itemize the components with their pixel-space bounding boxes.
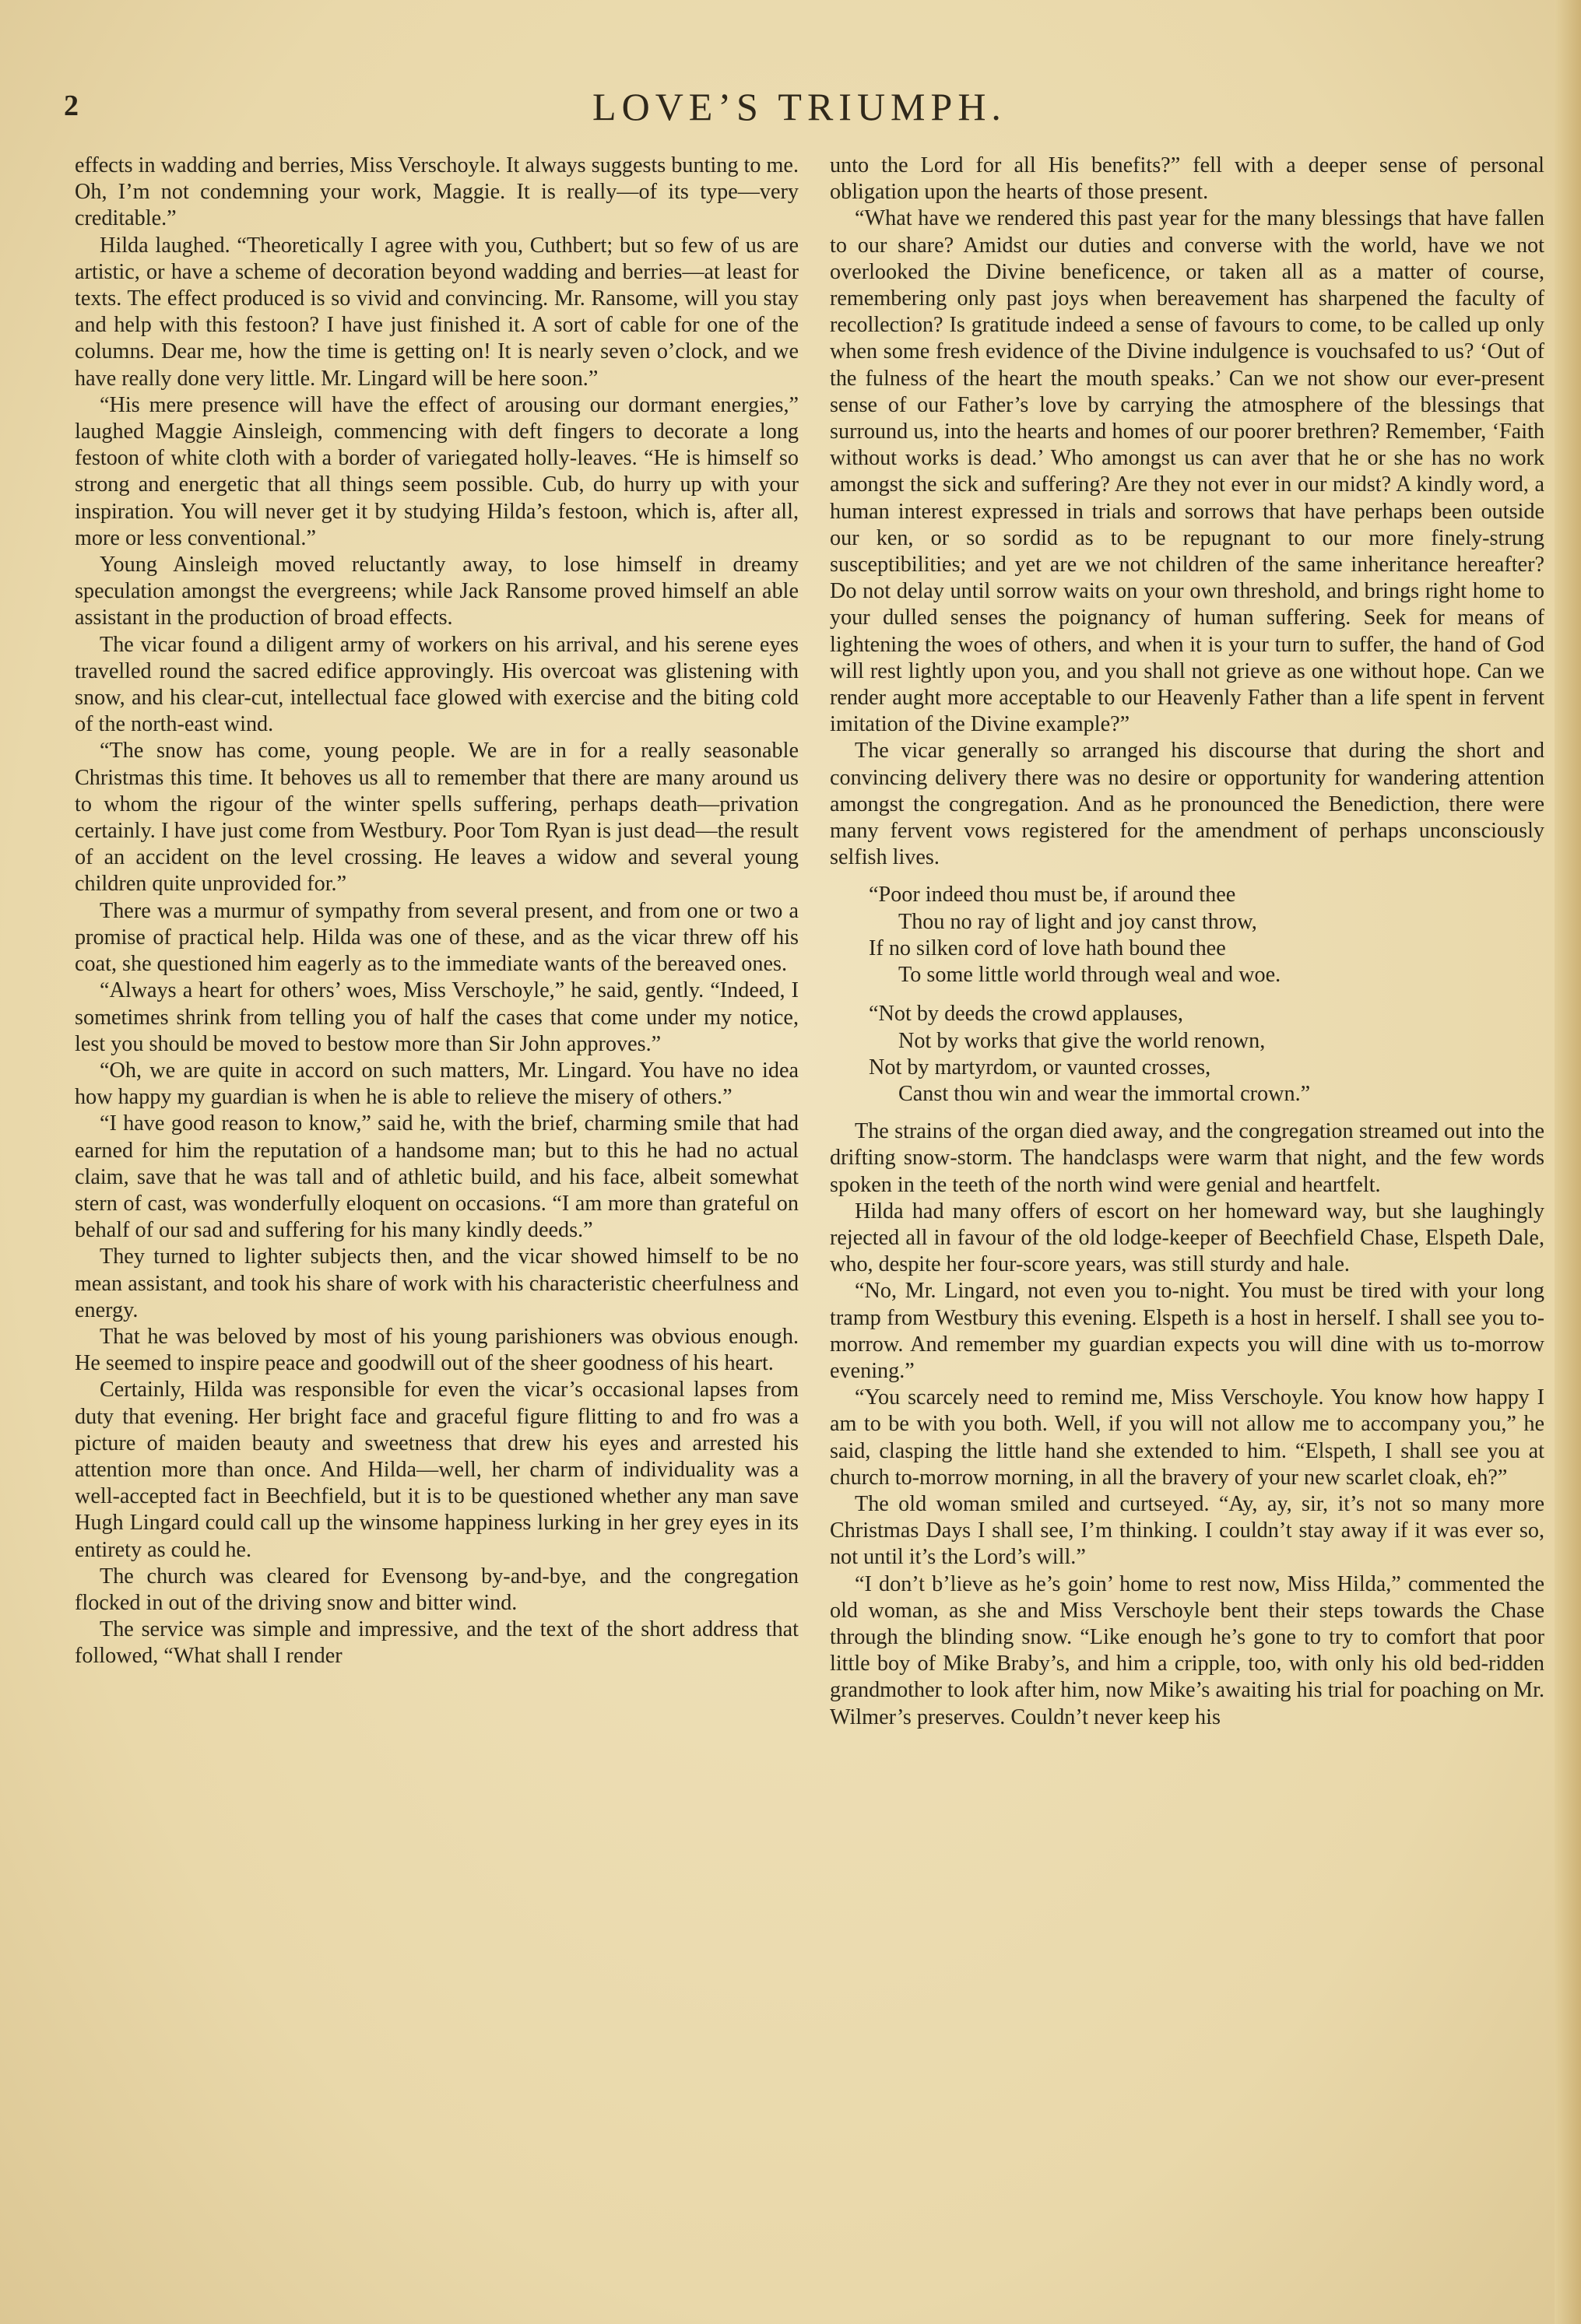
verse-line: Not by martyrdom, or vaunted crosses, xyxy=(869,1055,1211,1080)
stanza-gap xyxy=(858,988,1544,1001)
verse-line: “Not by deeds the crowd applauses, xyxy=(869,1002,1183,1027)
paragraph: effects in wadding and berries, Miss Verschoyle. It always suggests bunting to me. Oh, I’m not condemning your work, Maggie. It is really—of its type—very creditable.” xyxy=(75,153,799,231)
paragraph: That he was beloved by most of his young parishioners was obvious enough. He seemed to inspire peace and goodwill out of the sheer goodness of his heart. xyxy=(75,1324,799,1376)
page-header xyxy=(64,84,1535,132)
paragraph: Hilda had many offers of escort on her homeward way, but she laughingly rejected all in favour of the old lodge-keeper of Beechfield Chase, Elspeth Dale, who, despite her four-score years, was still sturdy and hale. xyxy=(830,1199,1544,1277)
paragraph: “No, Mr. Lingard, not even you to-night. You must be tired with your long tramp from Westbury this evening. Elspeth is a host in herself. I shall see you to-morrow. And remember my guardian expects you will dine with us to-morrow evening.” xyxy=(830,1279,1544,1383)
paragraph: The service was simple and impressive, and the text of the short address that followed, “What shall I render xyxy=(75,1617,799,1669)
paragraph: unto the Lord for all His benefits?” fell with a deeper sense of personal obligation upon the hearts of those present. xyxy=(830,153,1544,205)
paragraph: “What have we rendered this past year for the many blessings that have fallen to our share? Amidst our duties and converse with the world, have we not overlooked the Divine beneficence, or taken all as a matter of course, remembering only past joys when bereavement has sharpened the faculty of recollection? Is gratitude indeed a sense of favours to come, to be called up only when some fresh evidence of the Divine indulgence is vouchsafed to us? ‘Out of the fulness of the heart the mouth speaks.’ Can we not show our ever-present sense of our Father’s love by carrying the atmosphere of the blessings that surround us, into the hearts and homes of our poorer brethren? Remember, ‘Faith without works is dead.’ Who amongst us can aver that he or she has no work amongst the sick and suffering? Are they not ever in our midst? A kindly word, a human interest expressed in trials and sorrows that have perhaps been outside our ken, or so sordid as to be repugnant to our more finely-strung susceptibilities; and yet are we not children of the same inheritance hereafter? Do not delay until sorrow waits on your own threshold, and brings right home to your dulled senses the poignancy of human suffering. Seek for means of lightening the woes of others, and when it is your turn to suffer, the hand of God will rest lightly upon you, and you shall not grieve as one without hope. Can we render aught more acceptable to our Heavenly Father than a life spent in fervent imitation of the Divine example?” xyxy=(830,206,1544,737)
running-title: LOVE’S TRIUMPH. xyxy=(592,85,1007,128)
right-column-text-bottom xyxy=(830,1118,1544,1731)
poem-verse xyxy=(858,882,1544,1108)
paragraph: “I have good reason to know,” said he, with the brief, charming smile that had earned for him the reputation of a handsome man; but to this he had no actual claim, save that he was tall and of athletic build, and his face, albeit somewhat stern of cast, was wonderfully eloquent on occasions. “I am more than grateful on behalf of our sad and suffering for his many kindly deeds.” xyxy=(75,1111,799,1243)
page-edge xyxy=(1555,0,1581,2324)
paragraph: “Oh, we are quite in accord on such matters, Mr. Lingard. You have no idea how happy my guardian is when he is able to relieve the misery of others.” xyxy=(75,1058,799,1110)
verse-line: To some little world through weal and woe. xyxy=(898,963,1281,988)
paragraph: The old woman smiled and curtseyed. “Ay, ay, sir, it’s not so many more Christmas Days I shall see, I’m thinking. I couldn’t stay away if it was ever so, not until it’s the Lord’s will.” xyxy=(830,1491,1544,1570)
paragraph: Certainly, Hilda was responsible for even the vicar’s occasional lapses from duty that evening. Her bright face and graceful figure flitting to and fro was a picture of maiden beauty and sweetness that drew his eyes and arrested his attention more than once. And Hilda—well, her charm of individuality was a well-accepted fact in Beechfield, but it is to be questioned whether any man save Hugh Lingard could call up the winsome happiness lurking in her grey eyes in its entirety as could he. xyxy=(75,1378,799,1562)
paragraph: The strains of the organ died away, and the congregation streamed out into the drifting snow-storm. The handclasps were warm that night, and the few words spoken in the teeth of the north wind were genial and heartfelt. xyxy=(830,1119,1544,1197)
verse-line: Not by works that give the world renown, xyxy=(898,1028,1266,1053)
paragraph: “His mere presence will have the effect of arousing our dormant energies,” laughed Maggie Ainsleigh, commencing with deft fingers to decorate a long festoon of white cloth with a border of variegated holly-leaves. “He is himself so strong and energetic that all things seem possible. Cub, do hurry up with your inspiration. You will never get it by studying Hilda’s festoon, which is, after all, more or less conventional.” xyxy=(75,392,799,550)
paragraph: Hilda laughed. “Theoretically I agree with you, Cuthbert; but so few of us are artistic, or have a scheme of decoration beyond wadding and berries—at least for texts. The effect produced is so vivid and convincing. Mr. Ransome, will you stay and help with this festoon? I have just finished it. A sort of cable for one of the columns. Dear me, how the time is getting on! It is nearly seven o’clock, and we have really done very little. Mr. Lingard will be here soon.” xyxy=(75,233,799,391)
paragraph: “I don’t b’lieve as he’s goin’ home to rest now, Miss Hilda,” commented the old woman, as she and Miss Verschoyle bent their steps towards the Chase through the blinding snow. “Like enough he’s gone to try to comfort that poor little boy of Mike Braby’s, and him a cripple, too, with only his old bed-ridden grandmother to look after him, now Mike’s awaiting his trial for poaching on Mr. Wilmer’s preserves. Couldn’t never keep his xyxy=(830,1571,1544,1729)
paragraph: There was a murmur of sympathy from several present, and from one or two a promise of practical help. Hilda was one of these, and as the vicar threw off his coat, she questioned him eagerly as to the immediate wants of the bereaved ones. xyxy=(75,898,799,977)
paragraph: The church was cleared for Evensong by-and-bye, and the congregation flocked in out of the driving snow and bitter wind. xyxy=(75,1564,799,1615)
paragraph: “The snow has come, young people. We are in for a really seasonable Christmas this time. It behoves us all to remember that there are many around us to whom the rigour of the winter spells suffering, perhaps death—privation certainly. I have just come from Westbury. Poor Tom Ryan is just dead—the result of an accident on the level crossing. He leaves a widow and several young children quite unprovided for.” xyxy=(75,739,799,897)
verse-line: If no silken cord of love hath bound thee xyxy=(869,936,1226,960)
paragraph: “You scarcely need to remind me, Miss Verschoyle. You know how happy I am to be with you both. Well, if you will not allow me to accompany you,” he said, clasping the little hand she extended to him. “Elspeth, I shall see you at church to-morrow morning, in all the bravery of your new scarlet cloak, eh?” xyxy=(830,1385,1544,1490)
paragraph: They turned to lighter subjects then, and the vicar showed himself to be no mean assistant, and took his share of work with his characteristic cheerfulness and energy. xyxy=(75,1244,799,1322)
right-column xyxy=(830,153,1544,1731)
verse-line: Thou no ray of light and joy canst throw, xyxy=(898,909,1257,934)
verse-line: “Poor indeed thou must be, if around thee xyxy=(869,883,1236,907)
paragraph: Young Ainsleigh moved reluctantly away, to lose himself in dreamy speculation amongst the evergreens; while Jack Ransome proved himself an able assistant in the production of broad effects. xyxy=(75,553,799,630)
left-column xyxy=(75,153,799,1670)
right-column-text-top xyxy=(830,153,1544,871)
paragraph: The vicar found a diligent army of workers on his arrival, and his serene eyes travelled round the sacred edifice approvingly. His overcoat was glistening with snow, and his clear-cut, intellectual face glowed with exercise and the biting cold of the north-east wind. xyxy=(75,632,799,737)
page-number: 2 xyxy=(64,90,79,122)
paragraph: The vicar generally so arranged his discourse that during the short and convincing delivery there was no desire or opportunity for wandering attention amongst the congregation. And as he pronounced the Benediction, there were many fervent vows registered for the amendment of perhaps unconsciously selfish lives. xyxy=(830,739,1544,870)
verse-line: Canst thou win and wear the immortal crown.” xyxy=(898,1081,1311,1106)
paragraph: “Always a heart for others’ woes, Miss Verschoyle,” he said, gently. “Indeed, I sometimes shrink from telling you of half the cases that come under my notice, lest you should be moved to bestow more than Sir John approves.” xyxy=(75,978,799,1056)
